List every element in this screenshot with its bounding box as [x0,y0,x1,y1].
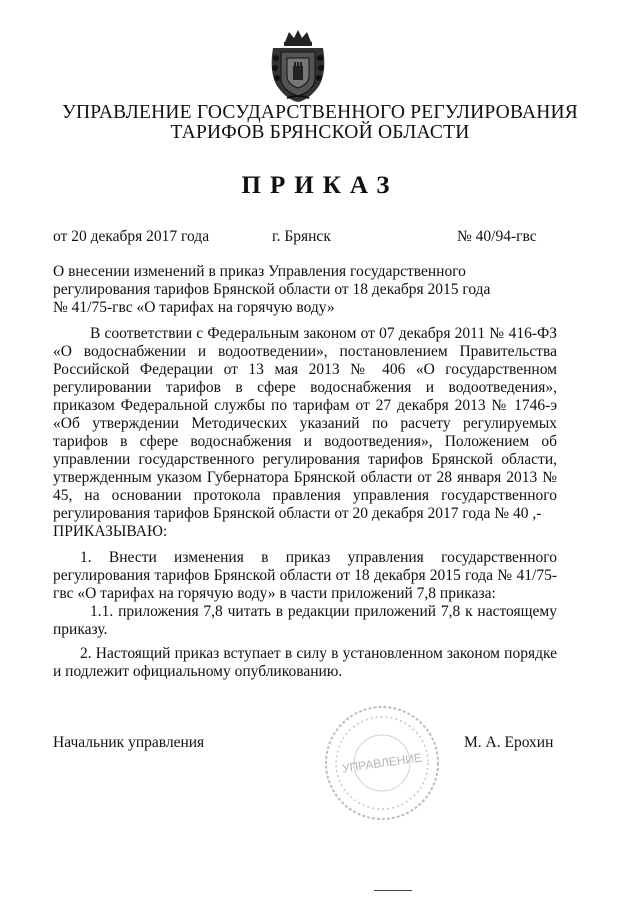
document-title: ПРИКАЗ [241,172,399,199]
signatory-position: Начальник управления [53,734,205,751]
document-date: от 20 декабря 2017 года [53,228,210,245]
official-stamp [322,703,442,823]
order-item-1: 1. Внести изменения в приказ управления государственного регулирования тарифов Брянской области от 18 декабря 2015 года № 41/75-гвс «О тарифах на горячую воду» в части приложений 7,8 приказа: [53,549,557,602]
document-city: г. Брянск [272,228,331,245]
org-name-line-1: УПРАВЛЕНИЕ ГОСУДАРСТВЕННОГО РЕГУЛИРОВАНИЯ [62,102,578,123]
org-name-line-2: ТАРИФОВ БРЯНСКОЙ ОБЛАСТИ [170,122,470,143]
document-number: № 40/94-гвс [457,228,537,245]
order-word: ПРИКАЗЫВАЮ: [53,523,168,540]
footer-divider [374,890,412,891]
order-item-2: 2. Настоящий приказ вступает в силу в установленном законом порядке и подлежит официальному опубликованию. [53,645,557,680]
signatory-name: М. А. Ерохин [464,734,554,751]
preamble-paragraph: В соответствии с Федеральным законом от 07 декабря 2011 № 416-ФЗ «О водоснабжении и водоотведении», постановлением Правительства Российской Федерации от 13 мая 2013 № 406 «О государственном регулировании тарифов в сфере водоснабжения и водоотведения», приказом Федеральной службы по тарифам от 27 декабря 2013 № 1746-э «Об утверждении Методических указаний по расчету регулируемых тарифов в сфере водоснабжения и водоотведения», Положением об управлении государственного регулирования тарифов Брянской области, утвержденным указом Губернатора Брянской области от 28 января 2013 № 45, на основании протокола правления управления государственного регулирования тарифов Брянской области от 20 декабря 2017 года № 40 ,- [53,325,557,522]
order-item-1-1: 1.1. приложения 7,8 читать в редакции приложений 7,8 к настоящему приказу. [53,603,557,638]
coat-of-arms-icon [267,28,329,104]
stamp-text: УПРАВЛЕНИЕ [341,750,423,776]
document-subject: О внесении изменений в приказ Управления государственного регулирования тарифов Брянской области от 18 декабря 2015 года № 41/75-гвс «О тарифах на горячую воду» [53,263,491,316]
